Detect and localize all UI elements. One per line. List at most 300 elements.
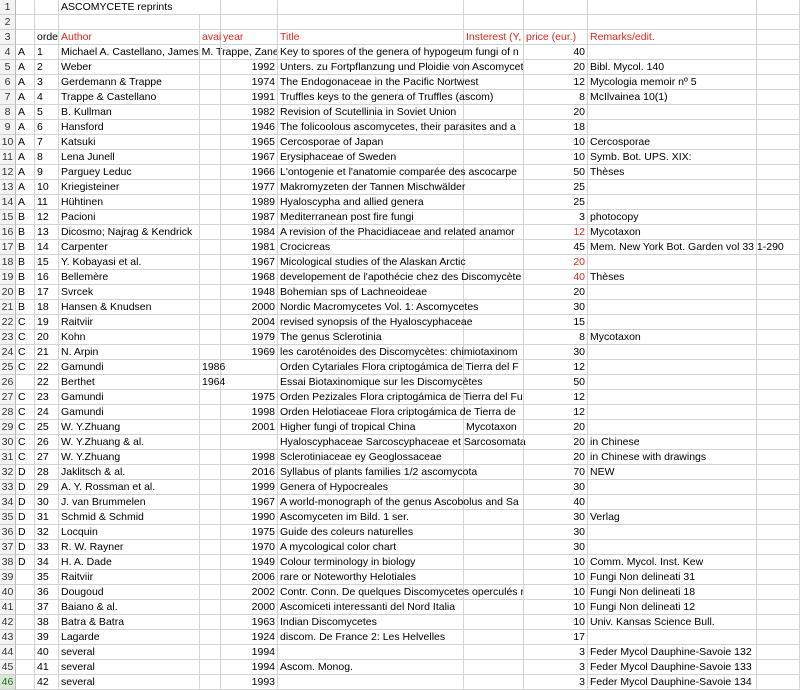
cell[interactable] (757, 240, 800, 255)
cell-availability[interactable] (200, 165, 221, 180)
cell[interactable] (757, 345, 800, 360)
cell-letter[interactable] (16, 570, 35, 585)
cell-remarks[interactable]: Mycotaxon (588, 225, 757, 240)
cell[interactable] (757, 555, 800, 570)
cell-availability[interactable] (200, 150, 221, 165)
row-header[interactable]: 22 (0, 315, 16, 330)
cell-letter[interactable]: D (16, 540, 35, 555)
cell-year[interactable]: 1977 (221, 180, 278, 195)
row-header[interactable]: 34 (0, 495, 16, 510)
cell-year[interactable]: 2016 (221, 465, 278, 480)
cell[interactable] (757, 60, 800, 75)
table-row[interactable] (0, 180, 800, 195)
cell-availability[interactable] (200, 285, 221, 300)
cell-author[interactable]: W. Y.Zhuang & al. (59, 435, 200, 450)
cell-title[interactable]: Ascomyceten im Bild. 1 ser. (278, 510, 464, 525)
cell-title[interactable]: Genera of Hypocreales (278, 480, 464, 495)
cell-price[interactable]: 25 (524, 195, 588, 210)
table-row[interactable] (0, 645, 800, 660)
row-header[interactable]: 7 (0, 90, 16, 105)
cell-year[interactable]: 1975 (221, 525, 278, 540)
cell-interest[interactable] (464, 255, 524, 270)
cell-title[interactable]: A world-monograph of the genus Ascobolus and Sa (280, 496, 519, 508)
row-header[interactable]: 27 (0, 390, 16, 405)
cell-letter[interactable]: A (16, 120, 35, 135)
cell[interactable] (221, 15, 278, 30)
cell[interactable] (757, 225, 800, 240)
cell-title[interactable]: The Endogonaceae in the Pacific Nortwest (280, 76, 479, 88)
row-header[interactable]: 26 (0, 375, 16, 390)
cell-price[interactable]: 20 (524, 255, 588, 270)
table-row[interactable] (0, 315, 800, 330)
cell-year[interactable]: 2000 (221, 300, 278, 315)
cell-letter[interactable]: A (16, 90, 35, 105)
cell-title[interactable]: A mycological color chart (278, 540, 464, 555)
cell[interactable] (757, 105, 800, 120)
cell-year[interactable]: 1948 (221, 285, 278, 300)
cell-letter[interactable]: A (16, 60, 35, 75)
cell-year[interactable] (221, 375, 278, 390)
cell-title[interactable]: Ascom. Monog. (278, 660, 464, 675)
cell[interactable] (757, 150, 800, 165)
cell-availability[interactable] (200, 135, 221, 150)
table-row[interactable] (0, 510, 800, 525)
cell-title[interactable]: The genus Sclerotinia (278, 330, 464, 345)
cell-availability[interactable] (200, 405, 221, 420)
cell-order[interactable]: 20 (35, 330, 59, 345)
cell-author[interactable]: Hansen & Knudsen (59, 300, 200, 315)
table-row[interactable] (0, 600, 800, 615)
cell-author[interactable]: Pacioni (59, 210, 200, 225)
table-row[interactable] (0, 570, 800, 585)
cell[interactable] (757, 15, 800, 30)
cell[interactable] (757, 390, 800, 405)
header-order[interactable]: orde (37, 31, 59, 43)
cell-interest[interactable] (464, 405, 524, 420)
table-row[interactable] (0, 375, 800, 390)
cell-availability[interactable] (200, 90, 221, 105)
cell-availability[interactable] (200, 345, 221, 360)
cell-letter[interactable]: D (16, 525, 35, 540)
cell-letter[interactable]: B (16, 240, 35, 255)
cell-remarks[interactable] (588, 390, 757, 405)
cell-remarks[interactable] (588, 480, 757, 495)
cell-interest[interactable] (464, 210, 524, 225)
cell-title[interactable]: Nordic Macromycetes Vol. 1: Ascomycetes (280, 301, 479, 313)
cell-price[interactable]: 20 (524, 435, 588, 450)
cell[interactable] (757, 135, 800, 150)
cell-letter[interactable]: D (16, 510, 35, 525)
cell-interest[interactable] (464, 435, 524, 450)
table-row[interactable] (0, 60, 800, 75)
cell-interest[interactable] (464, 345, 524, 360)
cell[interactable] (757, 375, 800, 390)
cell-remarks[interactable] (588, 105, 757, 120)
cell-order[interactable]: 5 (35, 105, 59, 120)
cell-remarks[interactable] (588, 630, 757, 645)
cell-availability[interactable] (200, 210, 221, 225)
cell-author[interactable]: N. Arpin (59, 345, 200, 360)
table-row[interactable] (0, 360, 800, 375)
cell-order[interactable]: 29 (35, 480, 59, 495)
cell-remarks[interactable] (588, 375, 757, 390)
cell-availability[interactable] (200, 600, 221, 615)
table-row[interactable] (0, 120, 800, 135)
cell-price[interactable]: 18 (524, 120, 588, 135)
cell-price[interactable]: 12 (524, 75, 588, 90)
table-row[interactable] (0, 255, 800, 270)
cell-order[interactable]: 3 (35, 75, 59, 90)
cell-author[interactable]: Trappe & Castellano (59, 90, 200, 105)
cell[interactable] (588, 15, 757, 30)
table-row[interactable] (0, 300, 800, 315)
table-row[interactable] (0, 465, 800, 480)
table-row[interactable] (0, 435, 800, 450)
row-header[interactable]: 43 (0, 630, 16, 645)
cell-title[interactable]: Bohemian sps of Lachneoideae (278, 285, 464, 300)
cell-price[interactable]: 12 (524, 360, 588, 375)
row-header[interactable]: 8 (0, 105, 16, 120)
cell-price[interactable]: 3 (524, 660, 588, 675)
cell[interactable] (757, 420, 800, 435)
cell-letter[interactable]: A (16, 180, 35, 195)
cell-year[interactable]: 2000 (221, 600, 278, 615)
header-interest[interactable]: Insterest (Y, (464, 30, 524, 45)
row-header[interactable]: 15 (0, 210, 16, 225)
cell-remarks[interactable] (588, 195, 757, 210)
cell[interactable] (757, 480, 800, 495)
cell-interest[interactable]: Mycotaxon (464, 420, 524, 435)
cell-interest[interactable] (464, 615, 524, 630)
cell-interest[interactable] (464, 480, 524, 495)
cell[interactable] (757, 645, 800, 660)
cell-author[interactable]: Berthet (59, 375, 200, 390)
cell-letter[interactable]: A (16, 165, 35, 180)
header-row[interactable] (0, 30, 800, 45)
cell-letter[interactable]: C (16, 390, 35, 405)
cell-year[interactable]: 1999 (221, 480, 278, 495)
table-row[interactable] (0, 630, 800, 645)
cell-availability[interactable] (200, 435, 221, 450)
table-row[interactable] (0, 135, 800, 150)
row-header[interactable]: 2 (0, 15, 16, 30)
cell-title[interactable] (278, 675, 464, 690)
cell-remarks[interactable] (588, 285, 757, 300)
cell-year[interactable]: 1975 (221, 390, 278, 405)
cell-remarks[interactable]: NEW (588, 465, 757, 480)
cell-order[interactable]: 22 (35, 360, 59, 375)
cell-interest[interactable] (464, 150, 524, 165)
cell[interactable] (757, 180, 800, 195)
cell-author[interactable]: Carpenter (59, 240, 200, 255)
cell[interactable] (757, 495, 800, 510)
cell-title[interactable]: Cercosporae of Japan (278, 135, 464, 150)
cell-remarks[interactable]: Thèses (588, 270, 757, 285)
cell-price[interactable]: 20 (524, 450, 588, 465)
cell-order[interactable]: 38 (35, 615, 59, 630)
cell-order[interactable]: 17 (35, 285, 59, 300)
cell-order[interactable]: 37 (35, 600, 59, 615)
cell-remarks[interactable]: Thèses (588, 165, 757, 180)
cell-letter[interactable]: A (16, 195, 35, 210)
cell-interest[interactable] (464, 60, 524, 75)
cell-title[interactable]: A revision of the Phacidiaceae and related anamor (280, 226, 515, 238)
cell[interactable] (757, 165, 800, 180)
cell-year[interactable]: 2002 (221, 585, 278, 600)
cell-interest[interactable] (464, 390, 524, 405)
cell-title[interactable]: Indian Discomycetes (278, 615, 464, 630)
cell-order[interactable]: 26 (35, 435, 59, 450)
table-row[interactable] (0, 540, 800, 555)
cell-title[interactable]: Orden Helotiaceae Flora criptogámica de Tierra de (280, 406, 516, 418)
cell-availability[interactable] (200, 555, 221, 570)
cell-availability[interactable]: 1964 (202, 376, 226, 388)
cell-author[interactable]: Kriegisteiner (59, 180, 200, 195)
cell-interest[interactable] (464, 180, 524, 195)
row-header[interactable]: 19 (0, 270, 16, 285)
table-row[interactable] (0, 660, 800, 675)
cell-price[interactable]: 12 (524, 390, 588, 405)
row-header[interactable]: 44 (0, 645, 16, 660)
cell[interactable] (278, 15, 464, 30)
table-row[interactable] (0, 75, 800, 90)
cell-interest[interactable] (464, 285, 524, 300)
row-header[interactable]: 12 (0, 165, 16, 180)
cell-price[interactable]: 20 (524, 420, 588, 435)
cell-price[interactable]: 50 (524, 375, 588, 390)
row-header[interactable]: 33 (0, 480, 16, 495)
cell-remarks[interactable]: Cercosporae (588, 135, 757, 150)
cell-remarks[interactable] (588, 420, 757, 435)
cell-order[interactable]: 4 (35, 90, 59, 105)
row-header[interactable]: 38 (0, 555, 16, 570)
cell-author[interactable]: H. A. Dade (59, 555, 200, 570)
row-header[interactable]: 21 (0, 300, 16, 315)
cell-remarks[interactable]: Comm. Mycol. Inst. Kew (588, 555, 757, 570)
cell-interest[interactable] (464, 270, 524, 285)
cell-price[interactable]: 10 (524, 555, 588, 570)
table-row[interactable] (0, 345, 800, 360)
cell-letter[interactable]: C (16, 345, 35, 360)
cell-order[interactable]: 42 (35, 675, 59, 690)
cell-letter[interactable]: A (16, 135, 35, 150)
cell-availability[interactable] (200, 450, 221, 465)
cell-availability[interactable] (200, 315, 221, 330)
row-header[interactable]: 24 (0, 345, 16, 360)
cell[interactable] (35, 15, 59, 30)
cell-interest[interactable] (464, 450, 524, 465)
cell-interest[interactable] (464, 555, 524, 570)
cell-availability[interactable] (200, 630, 221, 645)
cell-year[interactable]: 2006 (221, 570, 278, 585)
cell-letter[interactable]: A (16, 150, 35, 165)
cell-year[interactable]: 1924 (221, 630, 278, 645)
cell-availability[interactable] (200, 180, 221, 195)
cell-availability[interactable] (200, 330, 221, 345)
cell-year[interactable]: 1946 (221, 120, 278, 135)
cell-order[interactable]: 34 (35, 555, 59, 570)
cell-price[interactable]: 20 (524, 105, 588, 120)
cell-order[interactable]: 32 (35, 525, 59, 540)
row-header[interactable]: 31 (0, 450, 16, 465)
cell-availability[interactable] (200, 75, 221, 90)
cell-title[interactable]: L'ontogenie et l'anatomie comparée des ascocarpe (280, 166, 517, 178)
table-row[interactable] (0, 90, 800, 105)
cell-year[interactable]: 1974 (221, 75, 278, 90)
cell-year[interactable] (221, 435, 278, 450)
cell-order[interactable]: 7 (35, 135, 59, 150)
table-row[interactable] (0, 45, 800, 60)
cell-author[interactable]: Kohn (59, 330, 200, 345)
cell-author[interactable]: Svrcek (59, 285, 200, 300)
cell-availability[interactable] (200, 60, 221, 75)
cell-remarks[interactable]: Fungi Non delineati 31 (588, 570, 757, 585)
cell-year[interactable]: 1994 (221, 645, 278, 660)
table-row[interactable] (0, 615, 800, 630)
cell-order[interactable]: 8 (35, 150, 59, 165)
row-header[interactable]: 11 (0, 150, 16, 165)
row-header[interactable]: 23 (0, 330, 16, 345)
cell-remarks[interactable]: McIlvainea 10(1) (588, 90, 757, 105)
cell-price[interactable]: 10 (524, 570, 588, 585)
cell-price[interactable]: 30 (524, 525, 588, 540)
cell-interest[interactable] (464, 45, 524, 60)
cell-title[interactable]: Hyaloscyphaceae Sarcoscyphaceae et Sarcosomata (280, 436, 526, 448)
cell-price[interactable]: 30 (524, 510, 588, 525)
cell-availability[interactable] (200, 120, 221, 135)
cell-order[interactable]: 40 (35, 645, 59, 660)
cell-year[interactable]: 1989 (221, 195, 278, 210)
cell-letter[interactable]: D (16, 495, 35, 510)
row-header[interactable]: 3 (0, 30, 16, 45)
row-header[interactable]: 32 (0, 465, 16, 480)
table-row[interactable] (0, 405, 800, 420)
cell-author[interactable]: Schmid & Schmid (59, 510, 200, 525)
cell-letter[interactable]: A (16, 75, 35, 90)
cell[interactable] (757, 0, 800, 15)
table-row[interactable] (0, 240, 800, 255)
cell-order[interactable]: 39 (35, 630, 59, 645)
table-row[interactable] (0, 165, 800, 180)
cell[interactable] (757, 285, 800, 300)
cell-author[interactable]: W. Y.Zhuang (59, 450, 200, 465)
cell-year[interactable] (221, 360, 278, 375)
cell-availability[interactable] (200, 660, 221, 675)
cell-availability[interactable] (200, 495, 221, 510)
row-header[interactable]: 42 (0, 615, 16, 630)
cell-letter[interactable]: D (16, 555, 35, 570)
cell-order[interactable]: 9 (35, 165, 59, 180)
cell-year[interactable]: 1998 (221, 450, 278, 465)
cell-title[interactable]: Syllabus of plants families 1/2 ascomycota (280, 466, 478, 478)
table-row[interactable] (0, 150, 800, 165)
cell-price[interactable]: 25 (524, 180, 588, 195)
cell-remarks[interactable] (588, 45, 757, 60)
cell[interactable] (757, 255, 800, 270)
cell[interactable] (524, 15, 588, 30)
cell-price[interactable]: 70 (524, 465, 588, 480)
sheet-title[interactable]: ASCOMYCETE reprints (59, 0, 200, 15)
cell[interactable] (757, 540, 800, 555)
cell-title[interactable]: Orden Pezizales Flora criptogámica de Tierra del Fu (280, 391, 523, 403)
header-price[interactable]: price (eur.) (524, 30, 588, 45)
cell-price[interactable]: 30 (524, 540, 588, 555)
cell-interest[interactable] (464, 195, 524, 210)
cell-title[interactable]: Guide des coleurs naturelles (278, 525, 464, 540)
cell-order[interactable]: 13 (35, 225, 59, 240)
cell-year[interactable]: 1998 (221, 405, 278, 420)
cell-author[interactable]: Hühtinen (59, 195, 200, 210)
cell-year[interactable]: 1970 (221, 540, 278, 555)
cell-title[interactable]: Higher fungi of tropical China (278, 420, 464, 435)
cell-title[interactable]: Mediterranean post fire fungi (278, 210, 464, 225)
cell-year[interactable]: 1984 (221, 225, 278, 240)
table-row[interactable] (0, 480, 800, 495)
cell-order[interactable]: 31 (35, 510, 59, 525)
cell-interest[interactable] (464, 120, 524, 135)
cell-availability[interactable] (200, 675, 221, 690)
cell-year[interactable]: 1992 (221, 60, 278, 75)
cell-year[interactable]: 1967 (221, 150, 278, 165)
cell-letter[interactable] (16, 660, 35, 675)
cell[interactable] (757, 465, 800, 480)
row-header[interactable]: 45 (0, 660, 16, 675)
cell[interactable] (588, 0, 757, 15)
cell-title[interactable]: Contr. Conn. De quelques Discomycetes operculés r (280, 586, 524, 598)
cell-price[interactable]: 8 (524, 90, 588, 105)
cell-order[interactable]: 36 (35, 585, 59, 600)
cell-order[interactable]: 12 (35, 210, 59, 225)
cell-remarks[interactable]: photocopy (588, 210, 757, 225)
cell[interactable] (757, 270, 800, 285)
cell-author[interactable]: A. Y. Rossman et al. (59, 480, 200, 495)
cell[interactable] (757, 675, 800, 690)
row-header[interactable]: 46 (0, 675, 16, 690)
cell-author[interactable]: Jaklitsch & al. (59, 465, 200, 480)
cell[interactable] (757, 195, 800, 210)
table-row[interactable] (0, 555, 800, 570)
cell[interactable] (464, 15, 524, 30)
cell-author[interactable]: Parguey Leduc (59, 165, 200, 180)
cell[interactable] (757, 360, 800, 375)
cell-interest[interactable] (464, 495, 524, 510)
row-header[interactable]: 28 (0, 405, 16, 420)
row-header[interactable]: 40 (0, 585, 16, 600)
cell-title[interactable]: Essai Biotaxinomique sur les Discomycètes (280, 376, 483, 388)
cell-order[interactable]: 28 (35, 465, 59, 480)
cell-order[interactable]: 22 (35, 375, 59, 390)
cell-order[interactable]: 24 (35, 405, 59, 420)
cell-order[interactable]: 15 (35, 255, 59, 270)
cell-year[interactable]: 1969 (221, 345, 278, 360)
cell-remarks[interactable]: Feder Mycol Dauphine-Savoie 132 (588, 645, 757, 660)
cell-availability[interactable]: 1986 (202, 361, 226, 373)
cell[interactable] (35, 0, 59, 15)
cell[interactable] (757, 435, 800, 450)
cell-title[interactable]: Crocicreas (278, 240, 464, 255)
cell-price[interactable]: 3 (524, 645, 588, 660)
cell-interest[interactable] (464, 135, 524, 150)
cell-order[interactable]: 19 (35, 315, 59, 330)
cell-interest[interactable] (464, 510, 524, 525)
cell[interactable] (757, 120, 800, 135)
table-row[interactable] (0, 225, 800, 240)
cell-year[interactable]: 1979 (221, 330, 278, 345)
cell-interest[interactable] (464, 645, 524, 660)
cell-author[interactable]: W. Y.Zhuang (59, 420, 200, 435)
cell-author[interactable]: Gamundi (59, 390, 200, 405)
cell-author[interactable]: Gerdemann & Trappe (59, 75, 200, 90)
